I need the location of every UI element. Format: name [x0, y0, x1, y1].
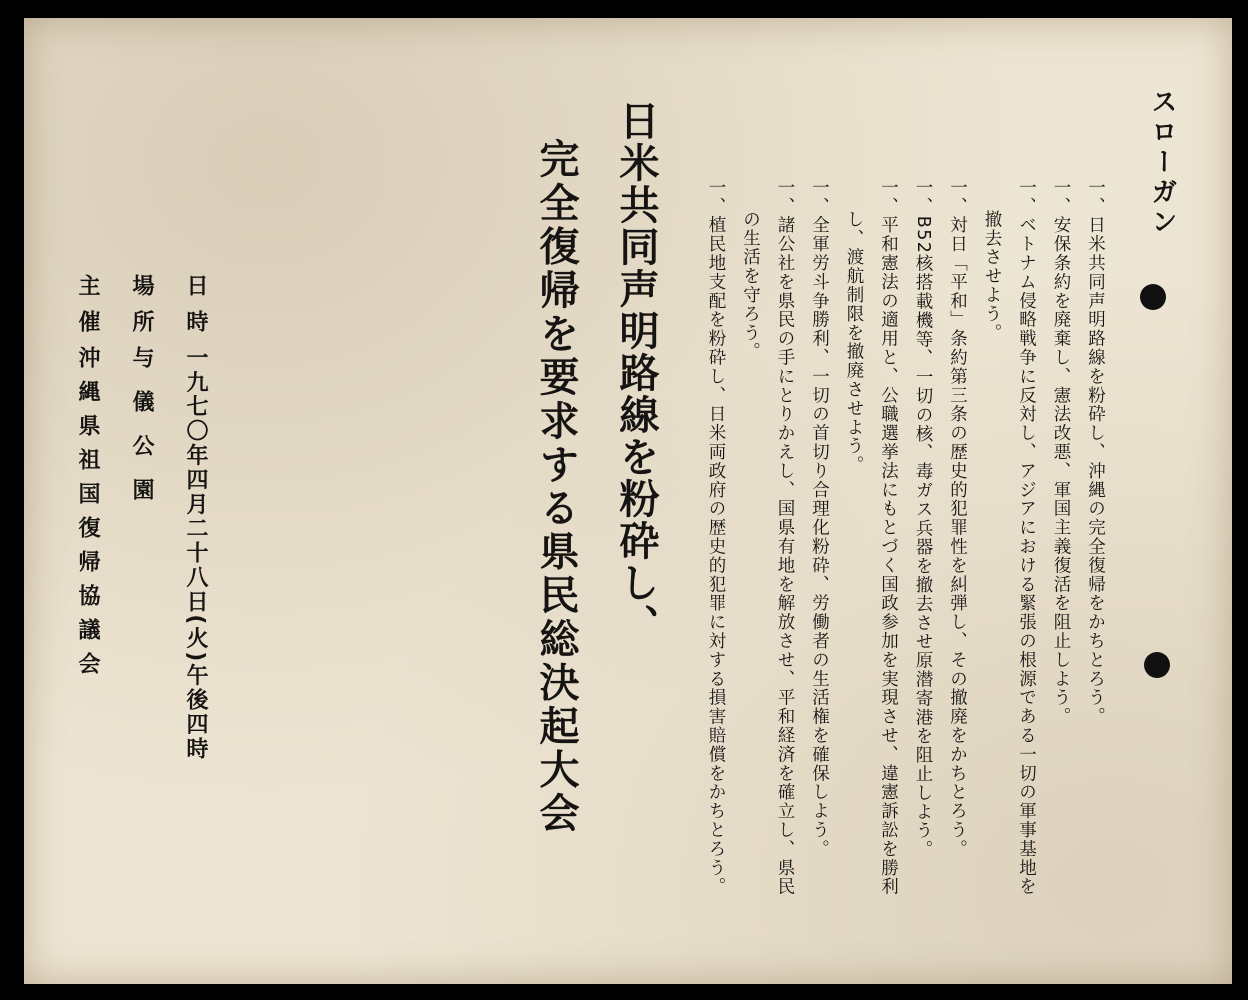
event-place — [126, 274, 157, 522]
event-date-label: 日時 — [183, 274, 208, 346]
slogan-item: 一、平和憲法の適用と、公職選挙法にもとづく国政参加を実現させ、違憲訴訟を勝利 — [878, 178, 899, 897]
slogan-item: 一、日米共同声明路線を粉砕し、沖縄の完全復帰をかちとろう。 — [1085, 178, 1106, 727]
slogan-item: 一、全軍労斗争勝利、一切の首切り合理化粉砕、労働者の生活権を確保しよう。 — [809, 178, 830, 859]
event-place-label: 場所 — [129, 274, 154, 346]
slogan-item-continuation: 撤去させよう。 — [982, 210, 1002, 343]
punch-hole-bottom — [1144, 652, 1170, 678]
slogan-heading: スローガン — [1147, 88, 1177, 238]
event-place-value: 与儀公園 — [129, 346, 154, 522]
slogan-item-continuation: し、渡航制限を撤廃させよう。 — [844, 210, 864, 475]
slogan-item: 一、対日「平和」条約第三条の歴史的犯罪性を糾弾し、その撤廃をかちとろう。 — [947, 178, 968, 859]
slogan-item: 一、植民地支配を粉砕し、日米両政府の歴史的犯罪に対する損害賠償をかちとろう。 — [706, 178, 726, 897]
slogan-item: 一、諸公社を県民の手にとりかえし、国県有地を解放させ、平和経済を確立し、県民 — [775, 178, 795, 897]
event-date — [180, 274, 211, 761]
slogan-item: 一、B52核搭載機等、一切の核、毒ガス兵器を撤去させ原潜寄港を阻止しよう。 — [913, 178, 933, 860]
flyer-sheet — [24, 18, 1232, 984]
slogan-item: 一、安保条約を廃棄し、憲法改悪、軍国主義復活を阻止しよう。 — [1051, 178, 1071, 727]
event-organizer — [72, 274, 103, 686]
event-organizer-value: 沖縄県祖国復帰協議会 — [75, 346, 100, 686]
event-organizer-label: 主催 — [75, 274, 100, 346]
punch-hole-top — [1140, 284, 1166, 310]
title-line-1: 日米共同声明路線を粉砕し、 — [613, 100, 659, 646]
event-date-value: 一九七〇年四月二十八日(火)午後四時 — [183, 346, 208, 762]
slogan-item: 一、ベトナム侵略戦争に反対し、アジアにおける緊張の根源である一切の軍事基地を — [1016, 178, 1037, 897]
title-line-2: 完全復帰を要求する県民総決起大会 — [533, 138, 579, 836]
slogan-item-continuation: の生活を守ろう。 — [740, 210, 761, 362]
